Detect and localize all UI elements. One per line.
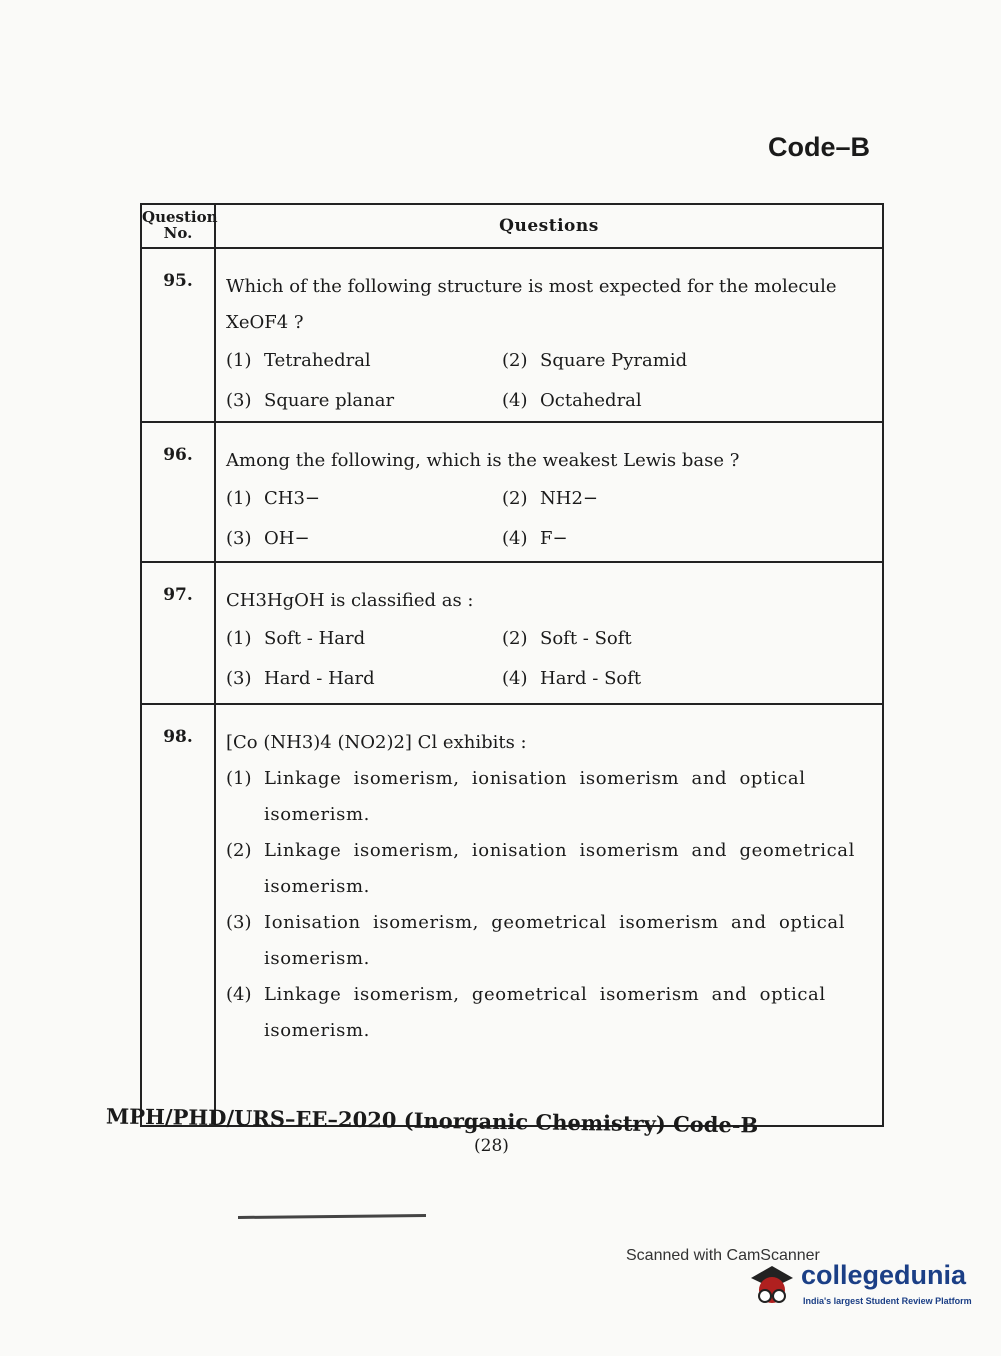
option-1: (1) Tetrahedral xyxy=(226,350,371,371)
option-3: (3) Square planar xyxy=(226,390,395,411)
option-3: (3) Hard - Hard xyxy=(226,668,375,689)
footer-title: MPH/PHD/URS–EE–2020 (Inorganic Chemistry) Code-B xyxy=(105,1103,759,1138)
column-header-questions: Questions xyxy=(499,216,599,236)
option-4: (4) Hard - Soft xyxy=(502,668,642,689)
question-text: [Co (NH3)4 (NO2)2] Cl exhibits : xyxy=(226,732,527,753)
table-header xyxy=(142,205,882,249)
question-number: 98. xyxy=(142,705,216,1125)
question-number: 97. xyxy=(142,563,216,703)
option-1: (1) CH3− xyxy=(226,488,321,509)
student-mascot-icon xyxy=(745,1258,799,1312)
option-1: (1) Soft - Hard xyxy=(226,628,366,649)
option-4: (4) F− xyxy=(502,528,568,549)
question-row-97 xyxy=(142,563,882,705)
option-2: (2) Square Pyramid xyxy=(502,350,688,371)
question-row-95 xyxy=(142,249,882,423)
scanner-watermark: Scanned with CamScanner xyxy=(626,1247,820,1264)
option-4: (4) Linkage isomerism, geometrical isomerism and optical isomerism. xyxy=(226,984,826,1041)
question-number: 96. xyxy=(142,423,216,561)
option-3: (3) Ionisation isomerism, geometrical isomerism and optical isomerism. xyxy=(226,912,846,969)
question-row-98 xyxy=(142,705,882,1125)
question-row-96 xyxy=(142,423,882,563)
column-header-question-no: Question No. xyxy=(142,205,216,247)
paper-code: Code–B xyxy=(768,132,871,162)
option-4: (4) Octahedral xyxy=(502,390,642,411)
question-text: Which of the following structure is most expected for the molecule XeOF4 ? xyxy=(226,276,837,333)
brand-tagline: India's largest Student Review Platform xyxy=(803,1296,972,1306)
question-number: 95. xyxy=(142,249,216,421)
collegedunia-logo xyxy=(745,1258,975,1314)
option-3: (3) OH− xyxy=(226,528,310,549)
question-table xyxy=(140,203,884,1127)
option-2: (2) Linkage isomerism, ionisation isomerism and geometrical isomerism. xyxy=(226,840,855,897)
pen-stroke xyxy=(238,1214,426,1219)
option-1: (1) Linkage isomerism, ionisation isomerism and optical isomerism. xyxy=(226,768,806,825)
option-2: (2) NH2− xyxy=(502,488,598,509)
question-text: Among the following, which is the weakest Lewis base ? xyxy=(226,450,740,471)
option-2: (2) Soft - Soft xyxy=(502,628,632,649)
question-text: CH3HgOH is classified as : xyxy=(226,590,474,611)
page-number: (28) xyxy=(474,1136,509,1156)
brand-name: collegedunia xyxy=(801,1260,967,1290)
